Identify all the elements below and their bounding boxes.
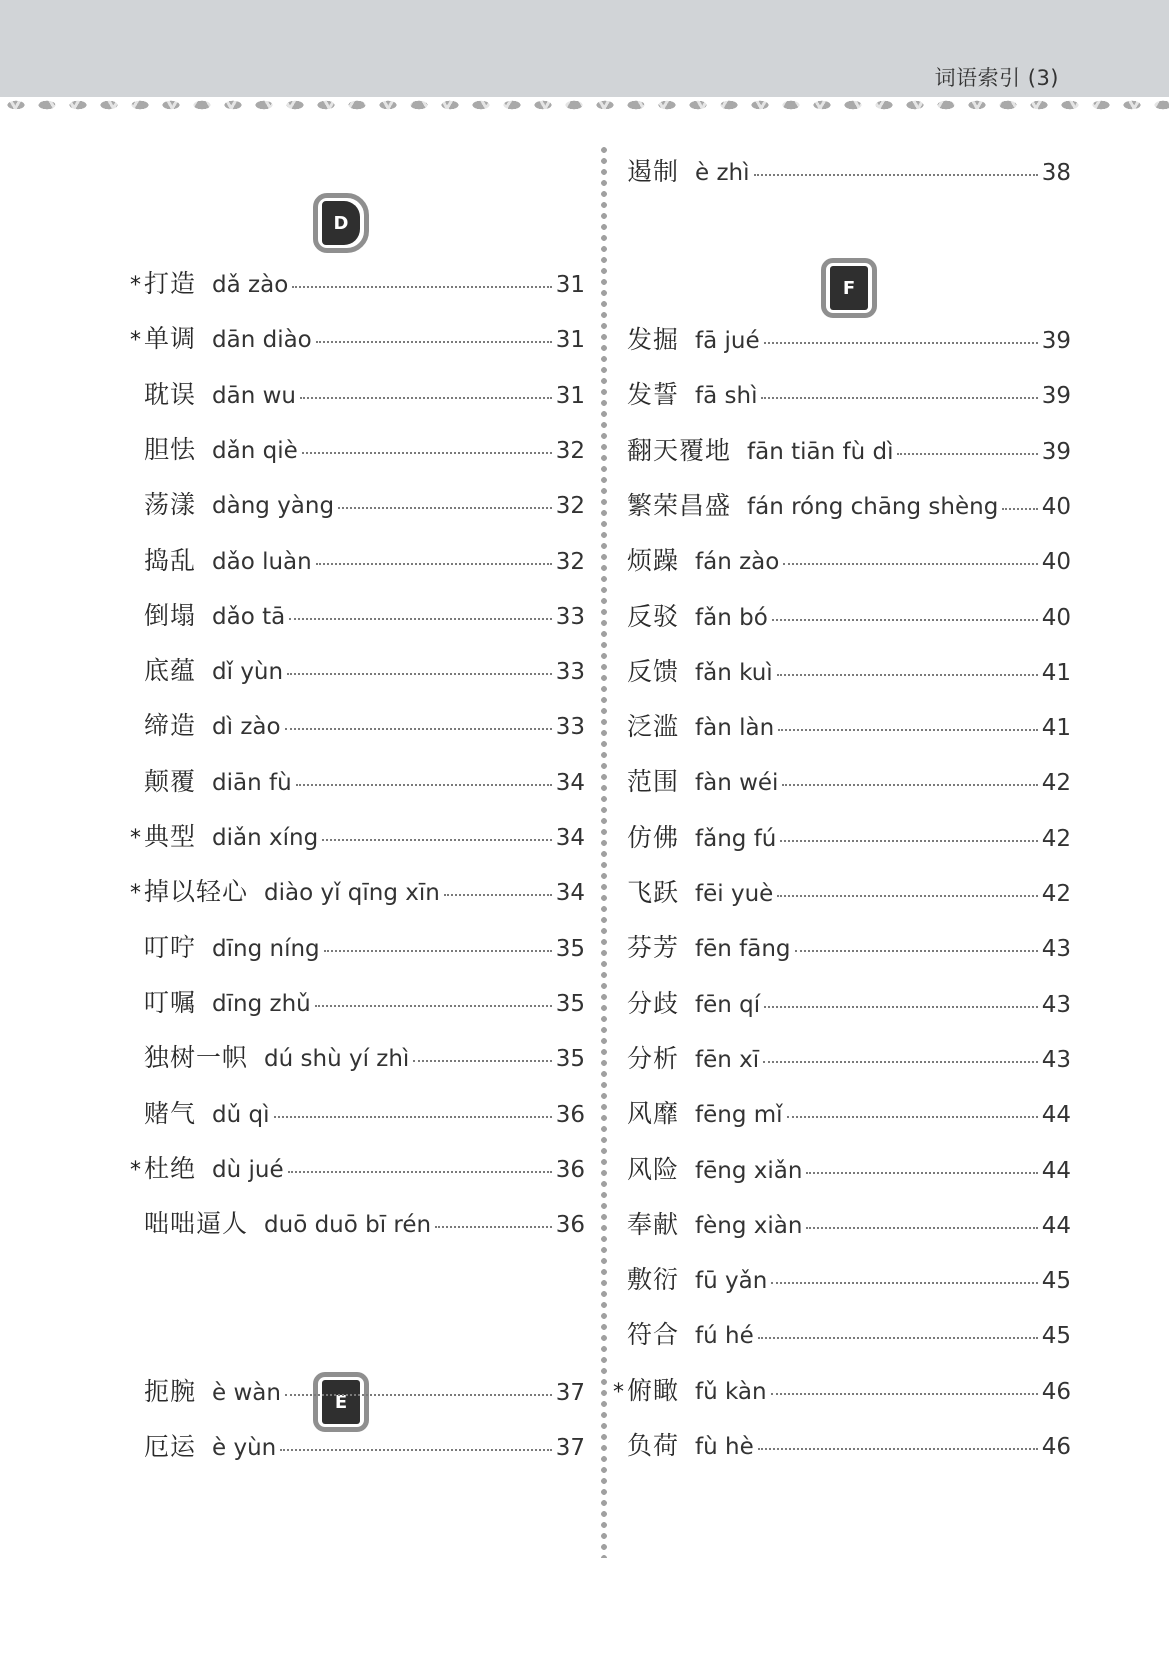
entry-page-number: 42 — [1041, 881, 1071, 907]
entry-hanzi: 咄咄逼人 — [144, 1209, 249, 1239]
entry-hanzi: 扼腕 — [144, 1377, 197, 1406]
dot-leader — [777, 674, 1038, 676]
entry-hanzi: 芬芳 — [627, 933, 680, 963]
index-entry[interactable] — [130, 817, 585, 857]
dot-leader — [316, 563, 552, 565]
dot-leader — [780, 840, 1037, 842]
entry-pinyin: fǔ kàn — [695, 1378, 767, 1405]
entry-hanzi: 缔造 — [144, 711, 197, 741]
column-divider — [600, 146, 608, 1558]
entry-page-number: 33 — [555, 603, 585, 630]
dot-leader — [897, 453, 1037, 455]
dot-leader — [285, 1394, 552, 1396]
entry-hanzi: 捣乱 — [144, 545, 197, 575]
index-entry[interactable] — [613, 152, 1071, 192]
dot-leader — [322, 839, 552, 841]
dot-leader — [758, 1448, 1038, 1450]
section-letter-f: F — [830, 266, 868, 310]
index-entry[interactable] — [130, 928, 585, 968]
entry-hanzi: 泛滥 — [627, 712, 680, 742]
right-column — [613, 0, 1071, 1655]
entry-page-number: 45 — [1041, 1268, 1071, 1295]
entry-page-number: 34 — [555, 825, 585, 851]
entry-pinyin: fēi yuè — [695, 881, 774, 907]
entry-pinyin: fàn wéi — [695, 770, 779, 797]
entry-hanzi: 杜绝 — [144, 1153, 197, 1183]
index-entry[interactable] — [130, 1204, 585, 1244]
entry-pinyin: fān tiān fù dì — [747, 438, 894, 465]
entry-hanzi: 烦躁 — [627, 546, 680, 576]
entry-hanzi: 分析 — [627, 1043, 680, 1073]
index-entry[interactable] — [130, 375, 585, 415]
index-entry[interactable] — [613, 1094, 1071, 1134]
index-entry[interactable] — [613, 928, 1071, 968]
entry-pinyin: fēn xī — [695, 1046, 760, 1073]
index-entry[interactable] — [613, 375, 1071, 415]
index-entry[interactable] — [130, 651, 585, 691]
entry-pinyin: fēng mǐ — [695, 1102, 783, 1129]
entry-pinyin: fǎn bó — [695, 604, 768, 631]
dot-leader — [764, 1006, 1038, 1008]
index-entry[interactable] — [130, 983, 585, 1023]
entry-hanzi: 反馈 — [627, 656, 680, 686]
entry-hanzi: 发掘 — [627, 325, 680, 354]
entry-hanzi: 符合 — [627, 1320, 680, 1350]
index-entry[interactable] — [130, 1038, 585, 1078]
entry-page-number: 31 — [555, 272, 585, 298]
entry-pinyin: dǎo tā — [212, 603, 286, 630]
entry-hanzi: 发誓 — [627, 380, 680, 410]
entry-pinyin: dān wu — [212, 382, 296, 409]
dot-leader — [296, 784, 552, 786]
entry-hanzi: 奉献 — [627, 1209, 680, 1239]
index-entry[interactable] — [130, 872, 585, 912]
index-entry[interactable] — [613, 1426, 1071, 1466]
entry-hanzi: 典型 — [144, 822, 197, 851]
entry-pinyin: fēng xiǎn — [695, 1157, 803, 1184]
entry-pinyin: è yùn — [212, 1435, 277, 1462]
entry-hanzi: 繁荣昌盛 — [627, 490, 732, 520]
dot-leader — [338, 507, 552, 509]
entry-page-number: 32 — [555, 437, 585, 464]
entry-hanzi: 遏制 — [627, 157, 680, 186]
dot-leader — [1002, 508, 1037, 510]
dot-leader — [761, 397, 1037, 399]
entry-page-number: 43 — [1041, 1046, 1071, 1073]
entry-hanzi: 负荷 — [627, 1431, 680, 1460]
key-word-marker: * — [130, 328, 141, 354]
entry-page-number: 36 — [555, 1101, 585, 1128]
dot-leader — [289, 618, 552, 620]
entry-pinyin: dàng yàng — [212, 493, 335, 520]
dot-leader — [288, 1171, 552, 1173]
entry-hanzi: 掉以轻心 — [144, 877, 249, 907]
entry-pinyin: dǐ yùn — [212, 659, 284, 686]
entry-hanzi: 单调 — [144, 324, 197, 354]
entry-hanzi: 敷衍 — [627, 1265, 680, 1295]
entry-hanzi: 厄运 — [144, 1432, 197, 1462]
index-entry[interactable] — [613, 818, 1071, 858]
entry-pinyin: fēn fāng — [695, 936, 791, 963]
index-entry[interactable] — [613, 320, 1071, 360]
entry-pinyin: fù hè — [695, 1434, 754, 1460]
left-column — [130, 0, 585, 1655]
entry-hanzi: 颠覆 — [144, 766, 197, 796]
dot-leader — [315, 1005, 552, 1007]
entry-pinyin: fán zào — [695, 549, 780, 576]
entry-page-number: 41 — [1041, 715, 1071, 742]
key-word-marker: * — [130, 881, 141, 907]
entry-page-number: 31 — [555, 382, 585, 409]
entry-pinyin: dǎn qiè — [212, 437, 298, 464]
entry-page-number: 42 — [1041, 825, 1071, 852]
entry-hanzi: 底蕴 — [144, 656, 197, 686]
entry-page-number: 39 — [1041, 438, 1071, 465]
index-entry[interactable] — [613, 762, 1071, 802]
entry-hanzi: 俯瞰 — [627, 1375, 680, 1405]
entry-page-number: 40 — [1041, 549, 1071, 576]
section-letter-d: D — [322, 201, 360, 245]
entry-page-number: 36 — [555, 1156, 585, 1183]
entry-page-number: 44 — [1041, 1157, 1071, 1184]
entry-pinyin: fàn làn — [695, 715, 775, 742]
key-word-marker: * — [130, 273, 141, 298]
entry-pinyin: dú shù yí zhì — [264, 1046, 410, 1073]
entry-page-number: 45 — [1041, 1323, 1071, 1350]
index-entry[interactable] — [130, 541, 585, 581]
dot-leader — [795, 950, 1038, 952]
entry-pinyin: fǎng fú — [695, 825, 777, 852]
entry-page-number: 44 — [1041, 1212, 1071, 1239]
dot-leader — [772, 619, 1038, 621]
dot-leader — [771, 1282, 1037, 1284]
index-entry[interactable] — [613, 1260, 1071, 1300]
index-entry[interactable] — [130, 430, 585, 470]
entry-hanzi: 分歧 — [627, 988, 680, 1018]
entry-page-number: 33 — [555, 714, 585, 741]
dot-leader — [758, 1337, 1038, 1339]
entry-pinyin: dù jué — [212, 1156, 284, 1183]
dot-leader — [764, 342, 1038, 344]
entry-pinyin: fā jué — [695, 328, 760, 354]
dot-leader — [444, 894, 552, 896]
entry-page-number: 33 — [555, 659, 585, 686]
entry-page-number: 39 — [1041, 328, 1071, 354]
entry-hanzi: 飞跃 — [627, 878, 680, 907]
entry-pinyin: è wàn — [212, 1380, 281, 1406]
entry-page-number: 39 — [1041, 383, 1071, 410]
dot-leader — [413, 1060, 551, 1062]
dot-leader — [778, 729, 1038, 731]
index-entry[interactable] — [613, 707, 1071, 747]
section-badge-d — [313, 193, 369, 253]
entry-page-number: 32 — [555, 548, 585, 575]
index-entry[interactable] — [613, 1315, 1071, 1355]
key-word-marker: * — [613, 1379, 624, 1405]
index-entry[interactable] — [130, 485, 585, 525]
index-entry[interactable] — [130, 319, 585, 359]
entry-page-number: 36 — [555, 1212, 585, 1239]
dot-leader — [324, 950, 552, 952]
entry-pinyin: fū yǎn — [695, 1268, 768, 1295]
entry-pinyin: fā shì — [695, 383, 758, 410]
dot-leader — [763, 1061, 1038, 1063]
entry-hanzi: 胆怯 — [144, 434, 197, 464]
dot-leader — [274, 1116, 552, 1118]
key-word-marker: * — [130, 826, 141, 851]
index-entry[interactable] — [613, 541, 1071, 581]
entry-pinyin: è zhì — [695, 160, 750, 186]
entry-hanzi: 叮嘱 — [144, 987, 197, 1017]
entry-page-number: 43 — [1041, 991, 1071, 1018]
entry-pinyin: dǎo luàn — [212, 548, 312, 575]
dot-leader — [806, 1172, 1037, 1174]
entry-page-number: 37 — [555, 1435, 585, 1462]
index-entry[interactable] — [613, 873, 1071, 913]
index-entry[interactable] — [130, 1149, 585, 1189]
entry-page-number: 40 — [1041, 493, 1071, 520]
entry-hanzi: 倒塌 — [144, 600, 197, 630]
index-entry[interactable] — [130, 1094, 585, 1134]
index-entry[interactable] — [613, 1039, 1071, 1079]
page-title: 词语索引 (3) — [934, 66, 1059, 90]
entry-pinyin: fú hé — [695, 1323, 754, 1350]
dot-leader — [754, 174, 1038, 176]
section-badge-f — [821, 258, 877, 318]
entry-page-number: 42 — [1041, 770, 1071, 797]
entry-hanzi: 翻天覆地 — [627, 435, 732, 465]
entry-hanzi: 赌气 — [144, 1098, 197, 1128]
entry-hanzi: 叮咛 — [144, 932, 197, 962]
entry-page-number: 34 — [555, 769, 585, 796]
entry-pinyin: dīng zhǔ — [212, 990, 311, 1017]
index-entry[interactable] — [613, 1205, 1071, 1245]
entry-page-number: 37 — [555, 1380, 585, 1406]
entry-pinyin: fēn qí — [695, 991, 761, 1018]
dot-leader — [787, 1116, 1038, 1118]
dot-leader — [777, 895, 1037, 897]
entry-page-number: 43 — [1041, 936, 1071, 963]
entry-pinyin: fèng xiàn — [695, 1212, 803, 1239]
dot-leader — [435, 1226, 552, 1228]
entry-pinyin: fán róng chāng shèng — [747, 493, 999, 520]
entry-pinyin: fǎn kuì — [695, 659, 773, 686]
index-entry[interactable] — [613, 486, 1071, 526]
entry-page-number: 34 — [555, 880, 585, 907]
entry-pinyin: diǎn xíng — [212, 825, 319, 851]
entry-page-number: 35 — [555, 1046, 585, 1073]
entry-pinyin: dān diào — [212, 327, 312, 354]
key-word-marker: * — [130, 1157, 141, 1183]
entry-page-number: 32 — [555, 493, 585, 520]
entry-page-number: 31 — [555, 327, 585, 354]
entry-pinyin: duō duō bī rén — [264, 1212, 432, 1239]
dot-leader — [285, 728, 552, 730]
entry-hanzi: 独树一帜 — [144, 1043, 249, 1073]
index-entry[interactable] — [130, 1427, 585, 1467]
dot-leader — [280, 1449, 551, 1451]
section-letter-e: E — [322, 1380, 360, 1424]
dot-leader — [771, 1393, 1038, 1395]
dot-leader — [806, 1227, 1037, 1229]
dot-leader — [287, 673, 552, 675]
index-entry[interactable] — [130, 706, 585, 746]
entry-hanzi: 范围 — [627, 767, 680, 797]
index-entry[interactable] — [613, 597, 1071, 637]
entry-hanzi: 反驳 — [627, 601, 680, 631]
dot-leader — [302, 452, 552, 454]
entry-pinyin: dǎ zào — [212, 272, 289, 298]
entry-page-number: 46 — [1041, 1378, 1071, 1405]
index-entry[interactable] — [613, 431, 1071, 471]
index-entry[interactable] — [130, 1372, 585, 1412]
dot-leader — [300, 397, 552, 399]
entry-hanzi: 风靡 — [627, 1099, 680, 1129]
dot-leader — [292, 286, 551, 288]
entry-hanzi: 耽误 — [144, 379, 197, 409]
index-entry[interactable] — [130, 596, 585, 636]
index-entry[interactable] — [613, 1150, 1071, 1190]
entry-page-number: 38 — [1041, 160, 1071, 186]
dot-leader — [316, 341, 552, 343]
entry-pinyin: dīng níng — [212, 935, 320, 962]
index-entry[interactable] — [130, 762, 585, 802]
index-entry[interactable] — [613, 984, 1071, 1024]
entry-hanzi: 仿佛 — [627, 822, 680, 852]
entry-page-number: 35 — [555, 935, 585, 962]
entry-page-number: 35 — [555, 990, 585, 1017]
entry-pinyin: dǔ qì — [212, 1101, 270, 1128]
index-entry[interactable] — [130, 264, 585, 304]
entry-hanzi: 打造 — [144, 269, 197, 298]
entry-page-number: 40 — [1041, 604, 1071, 631]
entry-hanzi: 风险 — [627, 1154, 680, 1184]
index-entry[interactable] — [613, 1371, 1071, 1411]
entry-pinyin: diào yǐ qīng xīn — [264, 880, 440, 907]
entry-page-number: 46 — [1041, 1434, 1071, 1460]
entry-page-number: 44 — [1041, 1102, 1071, 1129]
entry-hanzi: 荡漾 — [144, 490, 197, 520]
dot-leader — [782, 784, 1037, 786]
entry-pinyin: dì zào — [212, 714, 281, 741]
entry-page-number: 41 — [1041, 659, 1071, 686]
dot-leader — [783, 563, 1037, 565]
entry-pinyin: diān fù — [212, 769, 292, 796]
index-entry[interactable] — [613, 652, 1071, 692]
